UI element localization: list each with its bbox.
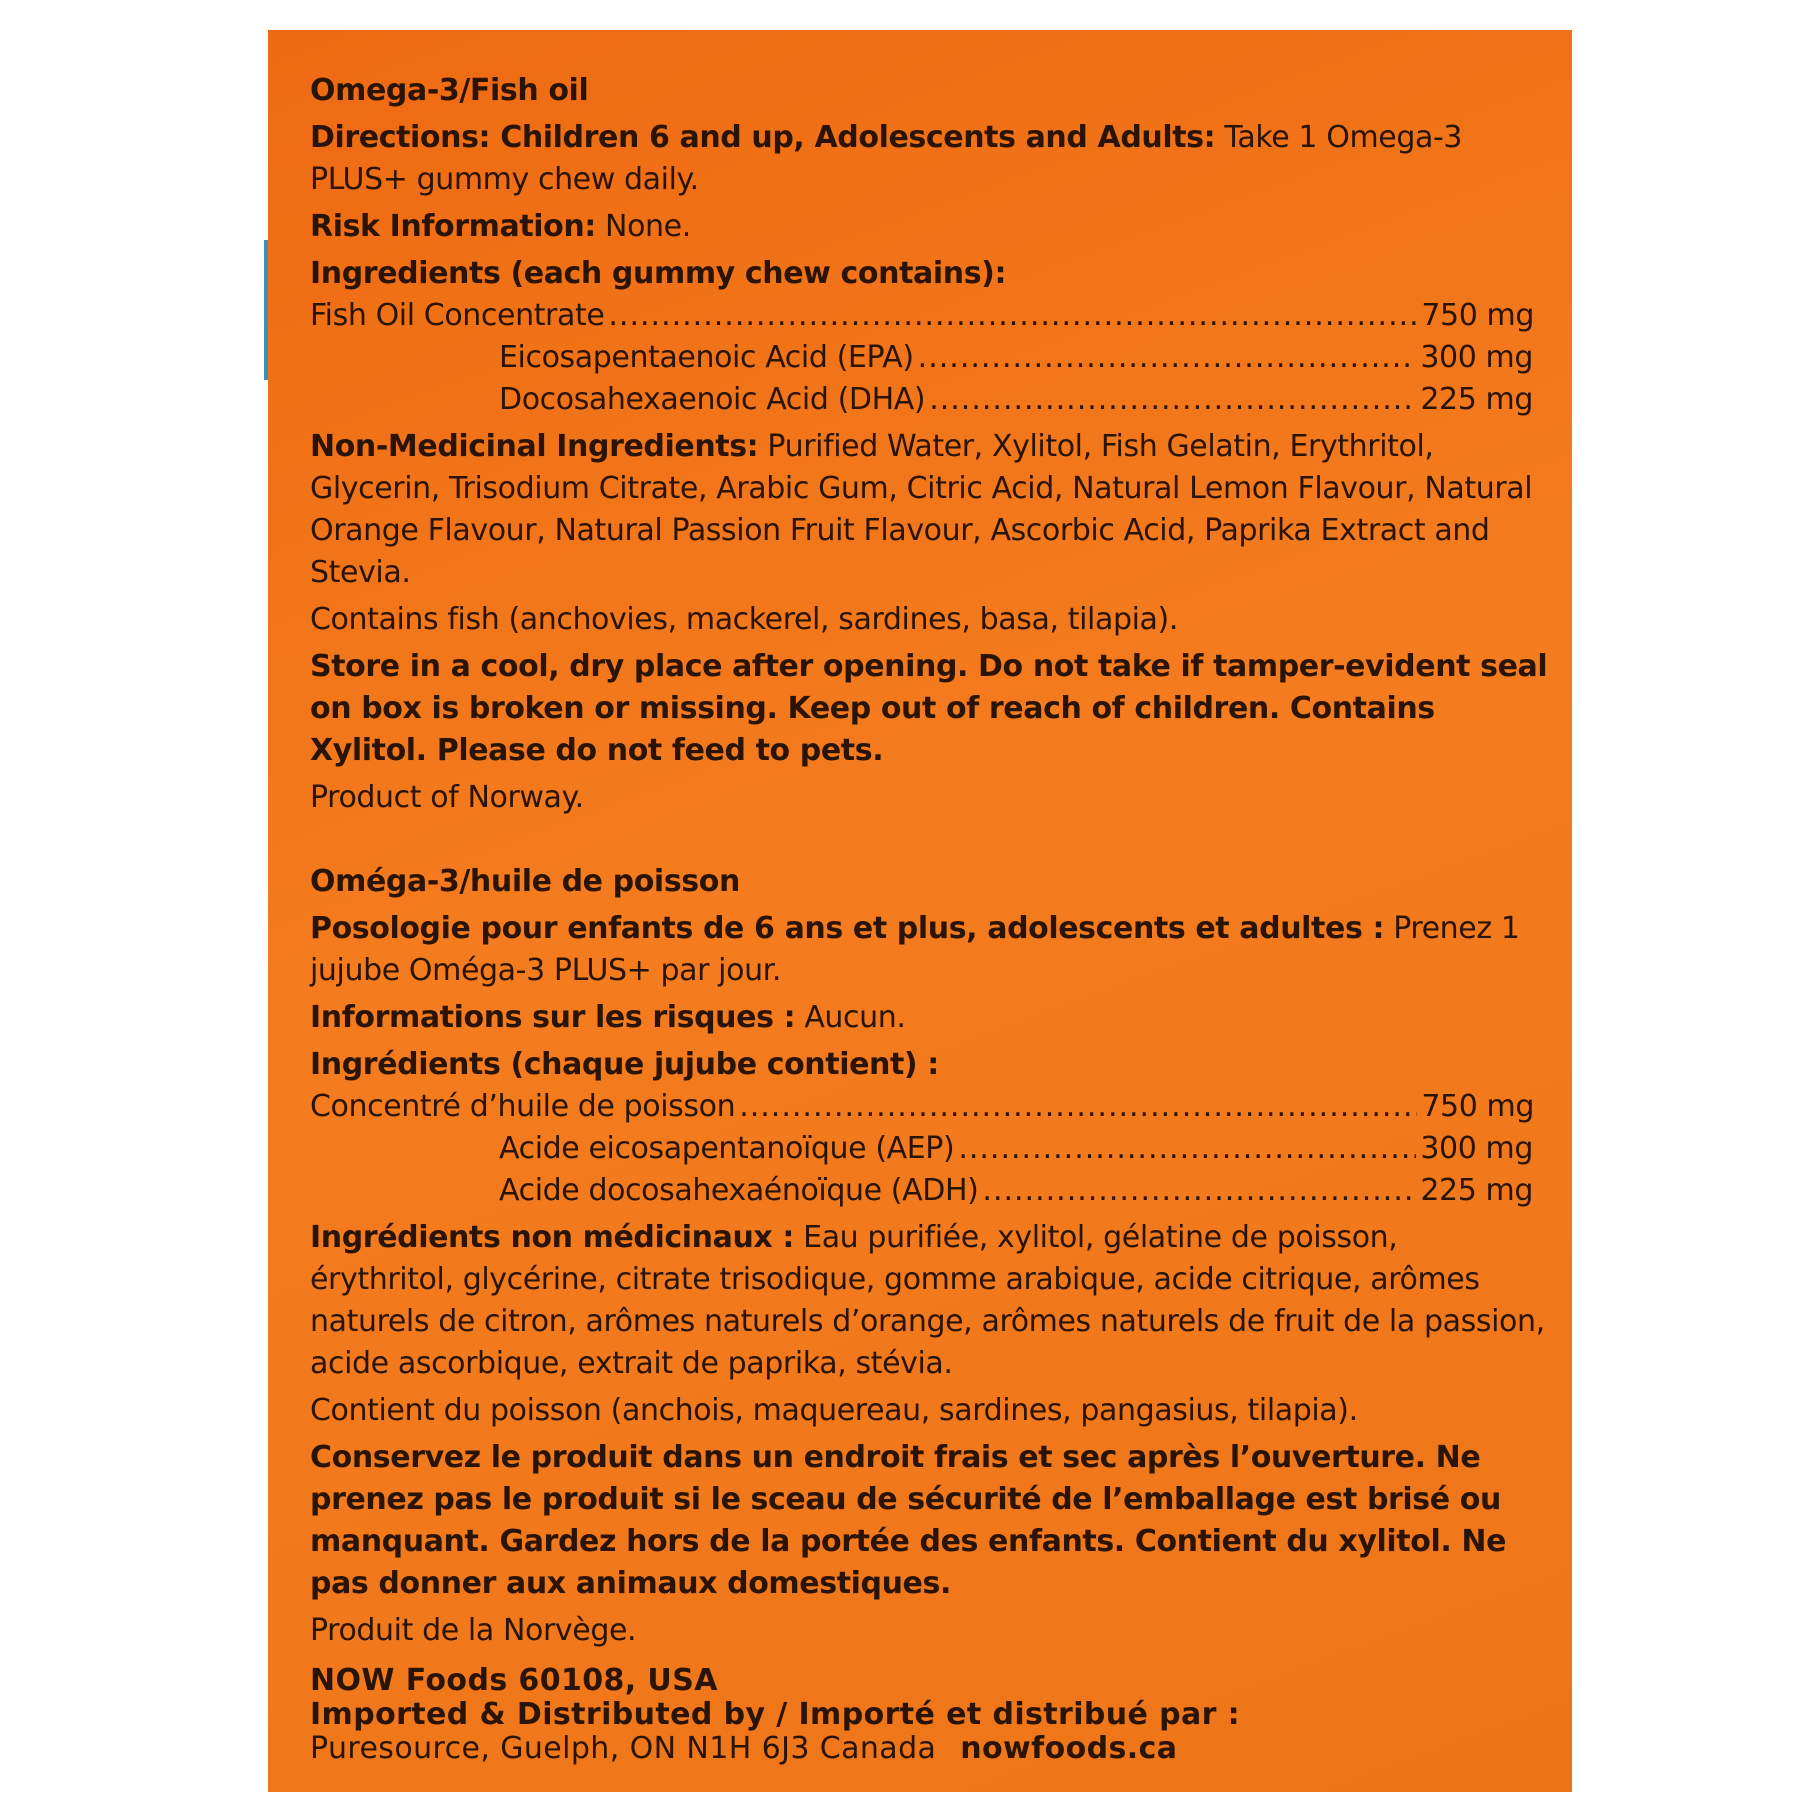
english-title: Omega-3/Fish oil bbox=[310, 73, 589, 108]
french-allergen: Contient du poisson (anchois, maquereau, sardines, pangasius, tilapia). bbox=[310, 1393, 1358, 1428]
french-non-medicinal-label: Ingrédients non médicinaux : bbox=[310, 1220, 794, 1255]
english-ingredients-heading: Ingredients (each gummy chew contains): bbox=[310, 256, 1007, 291]
french-directions bbox=[310, 908, 1550, 992]
french-storage-warning: Conservez le produit dans un endroit frais et sec après l’ouverture. Ne prenez pas le produit si le sceau de sécurité de l’emballage est brisé ou manquant. Gardez hors de la portée des enfants. Contient du xylitol. Ne pas donner aux animaux domestiques. bbox=[310, 1440, 1507, 1601]
english-allergen: Contains fish (anchovies, mackerel, sardines, basa, tilapia). bbox=[310, 602, 1178, 637]
dot-leader bbox=[739, 1086, 1417, 1128]
french-risk-text: Aucun. bbox=[804, 1000, 906, 1035]
english-non-medicinal-label: Non-Medicinal Ingredients: bbox=[310, 429, 759, 464]
ingredient-amount: 300 mg bbox=[1420, 1131, 1533, 1166]
dot-leader bbox=[958, 1128, 1416, 1170]
ingredient-amount: 225 mg bbox=[1420, 1173, 1533, 1208]
english-risk-text: None. bbox=[605, 209, 691, 244]
french-non-medicinal bbox=[310, 1217, 1550, 1385]
french-risk bbox=[310, 997, 1550, 1039]
website-link[interactable]: nowfoods.ca bbox=[960, 1731, 1178, 1766]
english-ingredient-row bbox=[310, 379, 1533, 421]
company-line: NOW Foods 60108, USA bbox=[310, 1663, 718, 1698]
english-directions-label: Directions: Children 6 and up, Adolescents and Adults: bbox=[310, 120, 1216, 155]
english-non-medicinal-text: Purified Water, Xylitol, Fish Gelatin, Erythritol, Glycerin, Trisodium Citrate, Arabic Gum, Citric Acid, Natural Lemon Flavour, Natural Orange Flavour, Natural Passion Fruit Flavour, Ascorbic Acid, Paprika Extract and Stevia. bbox=[310, 429, 1533, 590]
french-ingredients-heading: Ingrédients (chaque jujube contient) : bbox=[310, 1047, 939, 1082]
ingredient-name: Eicosapentaenoic Acid (EPA) bbox=[499, 340, 914, 375]
english-directions bbox=[310, 117, 1550, 201]
french-directions-text: Prenez 1 jujube Oméga-3 PLUS+ par jour. bbox=[310, 911, 1520, 988]
importer-address-line bbox=[310, 1732, 1550, 1766]
label-content bbox=[310, 70, 1550, 1766]
french-non-medicinal-text: Eau purifiée, xylitol, gélatine de poisson, érythritol, glycérine, citrate trisodique, gomme arabique, acide citrique, arômes naturels de citron, arômes naturels d’orange, arômes naturels de fruit de la passion, acide ascorbique, extrait de paprika, stévia. bbox=[310, 1220, 1545, 1381]
ingredient-name: Docosahexaenoic Acid (DHA) bbox=[499, 382, 926, 417]
french-ingredient-row bbox=[310, 1086, 1534, 1128]
dot-leader bbox=[608, 295, 1417, 337]
english-ingredient-row bbox=[310, 337, 1533, 379]
dot-leader bbox=[918, 337, 1417, 379]
ingredient-name: Fish Oil Concentrate bbox=[310, 298, 605, 333]
english-risk-label: Risk Information: bbox=[310, 209, 596, 244]
english-directions-text: Take 1 Omega-3 PLUS+ gummy chew daily. bbox=[310, 120, 1463, 197]
importer-label: Imported & Distributed by / Importé et distribué par : bbox=[310, 1697, 1241, 1732]
ingredient-name: Acide eicosapentanoïque (AEP) bbox=[499, 1131, 955, 1166]
distributor-footer bbox=[310, 1664, 1550, 1766]
french-risk-label: Informations sur les risques : bbox=[310, 1000, 796, 1035]
section-divider-space bbox=[310, 819, 1550, 861]
french-ingredient-row bbox=[310, 1128, 1533, 1170]
english-storage-warning: Store in a cool, dry place after opening. Do not take if tamper-evident seal on box is broken or missing. Keep out of reach of children. Contains Xylitol. Please do not feed to pets. bbox=[310, 649, 1548, 768]
french-ingredient-row bbox=[310, 1170, 1533, 1212]
ingredient-amount: 750 mg bbox=[1421, 1089, 1534, 1124]
french-directions-label: Posologie pour enfants de 6 ans et plus, adolescents et adultes : bbox=[310, 911, 1385, 946]
english-risk bbox=[310, 206, 1550, 248]
ingredient-amount: 300 mg bbox=[1420, 340, 1533, 375]
dot-leader bbox=[982, 1170, 1416, 1212]
french-origin: Produit de la Norvège. bbox=[310, 1613, 637, 1648]
dot-leader bbox=[929, 379, 1416, 421]
english-origin: Product of Norway. bbox=[310, 780, 584, 815]
english-ingredient-row bbox=[310, 295, 1534, 337]
french-title: Oméga-3/huile de poisson bbox=[310, 864, 740, 899]
ingredient-amount: 225 mg bbox=[1420, 382, 1533, 417]
ingredient-name: Acide docosahexaénoïque (ADH) bbox=[499, 1173, 979, 1208]
english-non-medicinal bbox=[310, 426, 1550, 594]
importer-address: Puresource, Guelph, ON N1H 6J3 Canada bbox=[310, 1731, 937, 1766]
label-panel bbox=[268, 30, 1572, 1792]
ingredient-name: Concentré d’huile de poisson bbox=[310, 1089, 736, 1124]
ingredient-amount: 750 mg bbox=[1421, 298, 1534, 333]
